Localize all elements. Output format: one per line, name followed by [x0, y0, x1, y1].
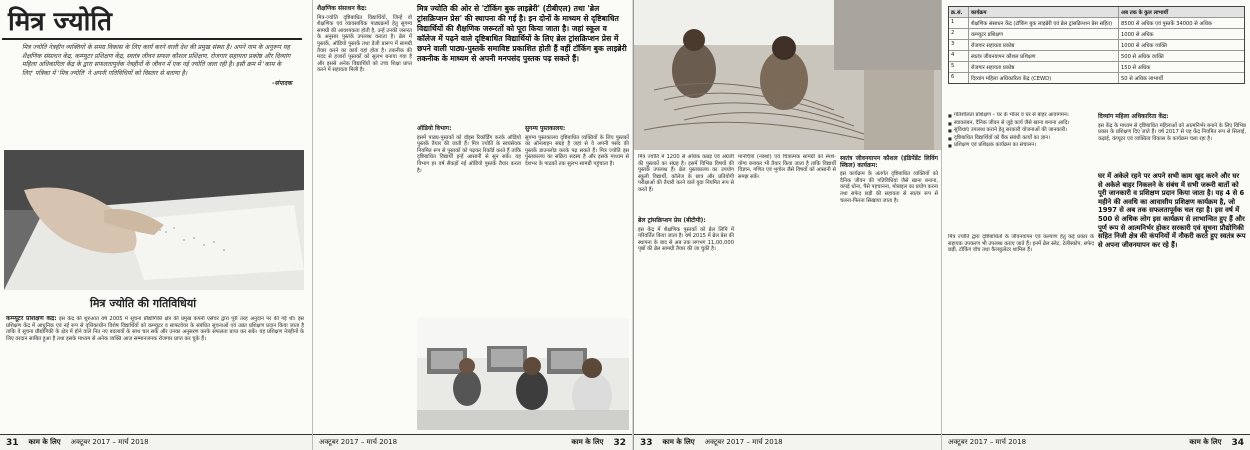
women-centre-heading: दिव्यांग महिला अधिकारिता केंद्र: — [1098, 113, 1169, 120]
table-cell: 1000 से अधिक व्यक्ति — [1121, 43, 1167, 49]
women-centre-column — [1098, 112, 1246, 168]
page-number: 31 — [6, 437, 19, 448]
table-cell: स्वतंत्र जीवनयापन कौशल प्रशिक्षण — [969, 51, 1119, 61]
article-title: मित्र ज्योति — [8, 7, 112, 37]
section-title: मित्र ज्योति की गतिविधियां — [90, 297, 197, 310]
braille-reading-photo — [4, 150, 304, 290]
braille-press-text: इस केंद्र में शैक्षणिक पुस्तकों को ब्रेल लिपि में परिवर्तित किया जाता है। वर्ष 2015 में ब्रेल प्रेस की स्थापना के बाद से अब तक लगभग 11,00,000 पृष्ठों की ब्रेल सामग्री तैयार की जा चुकी है। — [638, 226, 734, 253]
intro-paragraph — [22, 44, 292, 89]
library-heading: सुगम्य पुस्तकालय: — [525, 125, 566, 132]
independent-living-text: इस कार्यक्रम के अंतर्गत दृष्टिबाधित व्यक्तियों को दैनिक जीवन की गतिविधियां जैसे खाना बनाना, कपड़े धोना, पैसे पहचानना, मोबाइल का प्रयोग करना तथा सफेद छड़ी की सहायता से स्वतंत्र रूप से चलना-फिरना सिखाया जाता है। — [840, 171, 938, 204]
braille-press-column — [638, 216, 734, 428]
issue-date: अक्टूबर 2017 – मार्च 2018 — [319, 438, 398, 446]
table-row — [949, 18, 1244, 29]
table-row — [949, 29, 1244, 40]
table-cell: 4 — [949, 51, 969, 61]
resource-heading: शैक्षणिक संसाधन केंद्र: — [317, 5, 367, 12]
page-34 — [941, 0, 1250, 450]
audio-dept-column — [417, 124, 521, 344]
table-cell: 5 — [949, 62, 969, 72]
audio-heading: ऑडियो विभाग: — [417, 125, 452, 132]
table-cell: 1 — [949, 18, 969, 28]
page-number: 33 — [640, 437, 653, 448]
page-footer — [634, 434, 941, 450]
table-cell: दिव्यांग महिला अधिकारिता केंद्र (CEWD) — [969, 73, 1119, 83]
table-header-cell: क्र.सं. — [949, 7, 969, 17]
computer-training-column — [6, 316, 304, 430]
list-item: ■ स्वावलंबन, दैनिक जीवन से जुड़े कार्य जैसे खाना बनाना आदि। — [948, 120, 1094, 127]
beneficiaries-table — [948, 6, 1245, 84]
table-row — [949, 73, 1244, 83]
braille-library-text: मित्र ज्योति में 1200 से अधिक कन्नड़ एवं अंग्रेजी की पुस्तकों का संग्रह है। इसमें विभिन्न विषयों की पुस्तकें उपलब्ध हैं। ब्रेल पुस्तकालय का उपयोग स्कूली विद्यार्थी, कॉलेज के छात्र और प्रतियोगी परीक्षाओं की तैयारी करने वाले युवा नियमित रूप से करते हैं। — [638, 154, 734, 193]
table-cell: 8500 से अधिक एवं पुस्तकें 34000 से अधिक — [1121, 21, 1212, 27]
table-header-cell: कार्यक्रम — [969, 7, 1119, 17]
skills-bullet-column — [948, 112, 1094, 230]
magazine-name: काम के लिए — [28, 438, 61, 446]
intro-text: मित्र ज्योति नेत्रहीन व्यक्तियों के समग्र विकास के लिए कार्य करने वाली देश की प्रमुख संस्था है। अपने नाम के अनुरूप यह शैक्षणिक संसाधन केंद्र, कम्प्यूटर प्रशिक्षण केंद्र, स्वतंत्र जीवन सफल कौशल प्रशिक्षण, रोजगार सहायता प्रकोष्ठ और दिव्यांग महिला अधिकारिता केंद्र के द्वारा सफलतापूर्वक नेत्रहीनों के जीवन में एक नई ज्योति जला रही है। इसी क्रम में 'काम के लिए' पत्रिका में 'मित्र ज्योति' ने अपनी गतिविधियों को विस्तार से बताया है। — [22, 44, 291, 77]
editor-signature: -संपादक — [272, 80, 292, 87]
page-footer — [313, 434, 632, 450]
magazine-name: काम के लिए — [662, 438, 695, 446]
weaving-workshop-photo — [634, 0, 941, 150]
issue-date: अक्टूबर 2017 – मार्च 2018 — [948, 438, 1027, 446]
table-cell: 50 से अधिक लाभार्थी — [1121, 76, 1164, 82]
list-item: ■ प्रशिक्षण एवं प्रशिक्षक कार्यक्रम का संचालन। — [948, 142, 1094, 149]
tactile-maps-text: मानचित्रों (नक्शों) एवं चित्रात्मक सामग्री को स्पर्श-योग्य बनाकर भी तैयार किया जाता है ताकि विद्यार्थी विज्ञान, गणित एवं भूगोल जैसे विषयों को आसानी से समझ सकें। — [738, 154, 836, 180]
table-cell: 3 — [949, 40, 969, 50]
braille-library-column — [638, 154, 734, 214]
table-cell: शैक्षणिक संसाधन केंद्र (टॉकिंग बुक लाइब्रेरी एवं ब्रेल ट्रांसक्रिप्शन प्रेस सहित) — [969, 18, 1119, 28]
page-footer — [942, 434, 1250, 450]
aids-column — [948, 234, 1094, 426]
resource-centre-column — [317, 4, 412, 424]
independent-living-column — [840, 154, 938, 428]
library-column — [525, 124, 629, 344]
audio-text: इसमें पाठ्य-पुस्तकों को वॉइस रिकॉर्डिंग करके ऑडियो पुस्तकें तैयार की जाती हैं। मित्र ज्योति के स्वयंसेवक नियमित रूप से पुस्तकों को पढ़कर रिकॉर्ड करते हैं ताकि दृष्टिबाधित विद्यार्थी इन्हें आसानी से सुन सकें। यह विभाग हर वर्ष सैकड़ों नई ऑडियो पुस्तकें तैयार करता है। — [417, 134, 521, 174]
list-item: ■ सुविधाएं उपलब्ध कराने हेतु सरकारी योजनाओं की जानकारी। — [948, 127, 1094, 134]
table-row — [949, 62, 1244, 73]
skills-bullet-list — [948, 112, 1094, 149]
page-32 — [312, 0, 632, 450]
table-header-row — [949, 7, 1244, 18]
computer-heading: कम्प्यूटर प्रशिक्षण केंद्र: — [6, 316, 57, 322]
table-cell: 1000 से अधिक — [1121, 32, 1154, 38]
table-cell: रोजगार सहायता प्रकोष्ठ — [969, 40, 1119, 50]
list-item: ■ गतिशीलता प्रशिक्षण – घर के भीतर व घर से बाहर आवागमन। — [948, 112, 1094, 119]
independent-living-heading: स्वतंत्र जीवनयापन कौशल (इंडिपेंडेंट लिविंग स्किल) कार्यक्रम: — [840, 155, 938, 169]
table-cell: रोजगार सहायता प्रकोष्ठ — [969, 62, 1119, 72]
list-item: ■ दृष्टिबाधित विद्यार्थियों को बैंक संबंधी कार्यों का ज्ञान। — [948, 135, 1094, 142]
issue-date: अक्टूबर 2017 – मार्च 2018 — [704, 438, 783, 446]
women-centre-text: इस केंद्र के माध्यम से दृष्टिबाधित महिलाओं को आत्मनिर्भर बनाने के लिए विभिन्न प्रकार के प्रशिक्षण दिए जाते हैं। वर्ष 2017 से यह केंद्र नियमित रूप से सिलाई, कढ़ाई, कंप्यूटर एवं व्यक्तित्व विकास के कार्यक्रम चला रहा है। — [1098, 122, 1246, 142]
library-text: सुगम्य पुस्तकालय दृष्टिबाधित व्यक्तियों के लिए पुस्तकों का ऑनलाइन संग्रह है जहां से वे अपनी पसंद की पुस्तकें डाउनलोड करके पढ़ सकते हैं। मित्र ज्योति इस पुस्तकालय का सक्रिय सदस्य है और इसके माध्यम से देशभर के पाठकों तक सुलभ सामग्री पहुंचाता है। — [525, 134, 629, 167]
issue-date: अक्टूबर 2017 – मार्च 2018 — [70, 438, 149, 446]
table-cell: 500 से अधिक व्यक्ति — [1121, 54, 1164, 60]
braille-press-heading: ब्रेल ट्रांसक्रिप्शन प्रेस (बीटीपी): — [638, 217, 706, 224]
computer-text: इस केंद्र की शुरुआत वर्ष 2005 में सूचना प्रौद्योगिकी क्षेत्र की प्रमुख कंपनी एसेंचर द्वारा पूरी तरह अनुदान पर की गई थी। इस प्रशिक्षण केंद्र में आधुनिक एवं नई रूप से वृत्तिकाधीन विशेष विद्यार्थियों को कम्प्यूटर व साफ्टवेयर के संबंधित सूचनाओं एवं उन्नत प्रशिक्षण प्रदान किया जाता है ताकि वे सूचना प्रौद्योगिकी के क्षेत्र में होने वाले नित नए बदलावों के साथ चल सकें और उनका अनुसरण करके सफलता प्राप्त कर सकें। यह प्रशिक्षण नेत्रहीनों के लिए वरदान साबित हुआ है तथा इसके माध्यम से अनेक व्यक्ति आज सम्मानजनक रोजगार प्राप्त कर चुके हैं। — [6, 316, 304, 342]
page-33 — [633, 0, 941, 450]
table-cell: 150 से अधिक — [1121, 65, 1151, 71]
tactile-maps-column — [738, 154, 836, 428]
computer-lab-photo — [417, 318, 629, 430]
article-title-bar — [2, 2, 302, 40]
table-row — [949, 40, 1244, 51]
table-cell: 6 — [949, 73, 969, 83]
table-cell: कम्प्यूटर प्रशिक्षण — [969, 29, 1119, 39]
table-cell: 2 — [949, 29, 969, 39]
magazine-name: काम के लिए — [1189, 438, 1222, 446]
aids-text: मित्र ज्योति द्वारा दृष्टिबाधितों के जीवनयापन एवं कल्याण हेतु कई प्रकार के सहायक उपकरण भी उपलब्ध कराए जाते हैं। इनमें ब्रेल स्लेट, टेलीस्कोप, सफेद छड़ी, टॉकिंग वॉच तथा कैलकुलेटर शामिल हैं। — [948, 234, 1094, 254]
resource-text: मित्र-ज्योति दृष्टिबाधित विद्यार्थियों, जिन्हें वो शैक्षणिक एवं व्यावसायिक पाठ्यक्रमों हेतु सुगम्य सामग्री की आवश्यकता होती है, उन्हें उनकी जरूरत के अनुसार पुस्तकें उपलब्ध कराता है। ब्रेल में पुस्तकें, ऑडियो पुस्तकें तथा डेजी प्रारूप में सामग्री तैयार करने का कार्य यहां होता है। तकनीक की मदद से हजारों पुस्तकों को सुलभ बनाया गया है और इससे अनेक विद्यार्थियों को उच्च शिक्षा प्राप्त करने में सहायता मिली है। — [317, 14, 412, 74]
pull-quote: घर में अकेले रहने पर अपने सभी काम खुद करने और घर से अकेले बाहर निकलने के संबंध में सभी जरूरी बातों को पूरी जानकारी व प्रशिक्षण प्रदान किया जाता है। यह 4 से 6 महीने की अवधि का आवासीय प्रशिक्षण कार्यक्रम है, जो 1997 से अब तक सफलतापूर्वक चल रहा है। इस वर्ष में 500 से अधिक लोग इस कार्यक्रम से लाभान्वित हुए हैं और पूर्ण रूप से आत्मनिर्भर होकर सरकारी एवं सूचना प्रौद्योगिकी सहित निजी क्षेत्र की कंपनियों में नौकरी करते हुए स्वतंत्र रूप से अपना जीवनयापन कर रहे हैं। — [1098, 172, 1246, 249]
page-number: 34 — [1231, 437, 1244, 448]
page-footer — [0, 434, 312, 450]
magazine-name: काम के लिए — [571, 438, 604, 446]
table-row — [949, 51, 1244, 62]
pull-quote: मित्र ज्योति की ओर से 'टॉकिंग बुक लाइब्रेरी' (टीबीएल) तथा 'ब्रेल ट्रांसक्रिप्शन प्रेस' की स्थापना की गई है। इन दोनों के माध्यम से दृष्टिबाधित विद्यार्थियों की शैक्षणिक जरूरतों को पूरा किया जाता है। जहां स्कूल व कॉलेज में पढ़ने वाले दृष्टिबाधित विद्यार्थियों के लिए ब्रेल ट्रांसक्रिप्शन प्रेस में छपने वाली पाठ्य-पुस्तकें समाविष्ट प्रकाशित होती हैं वहीं टॉकिंग बुक लाइब्रेरी तकनीक के माध्यम से अपनी मनपसंद पुस्तक पढ़ सकते हैं। — [417, 4, 627, 63]
page-number: 32 — [613, 437, 626, 448]
table-header-cell: अब तक के कुल लाभार्थी — [1121, 10, 1169, 16]
page-31 — [0, 0, 312, 450]
